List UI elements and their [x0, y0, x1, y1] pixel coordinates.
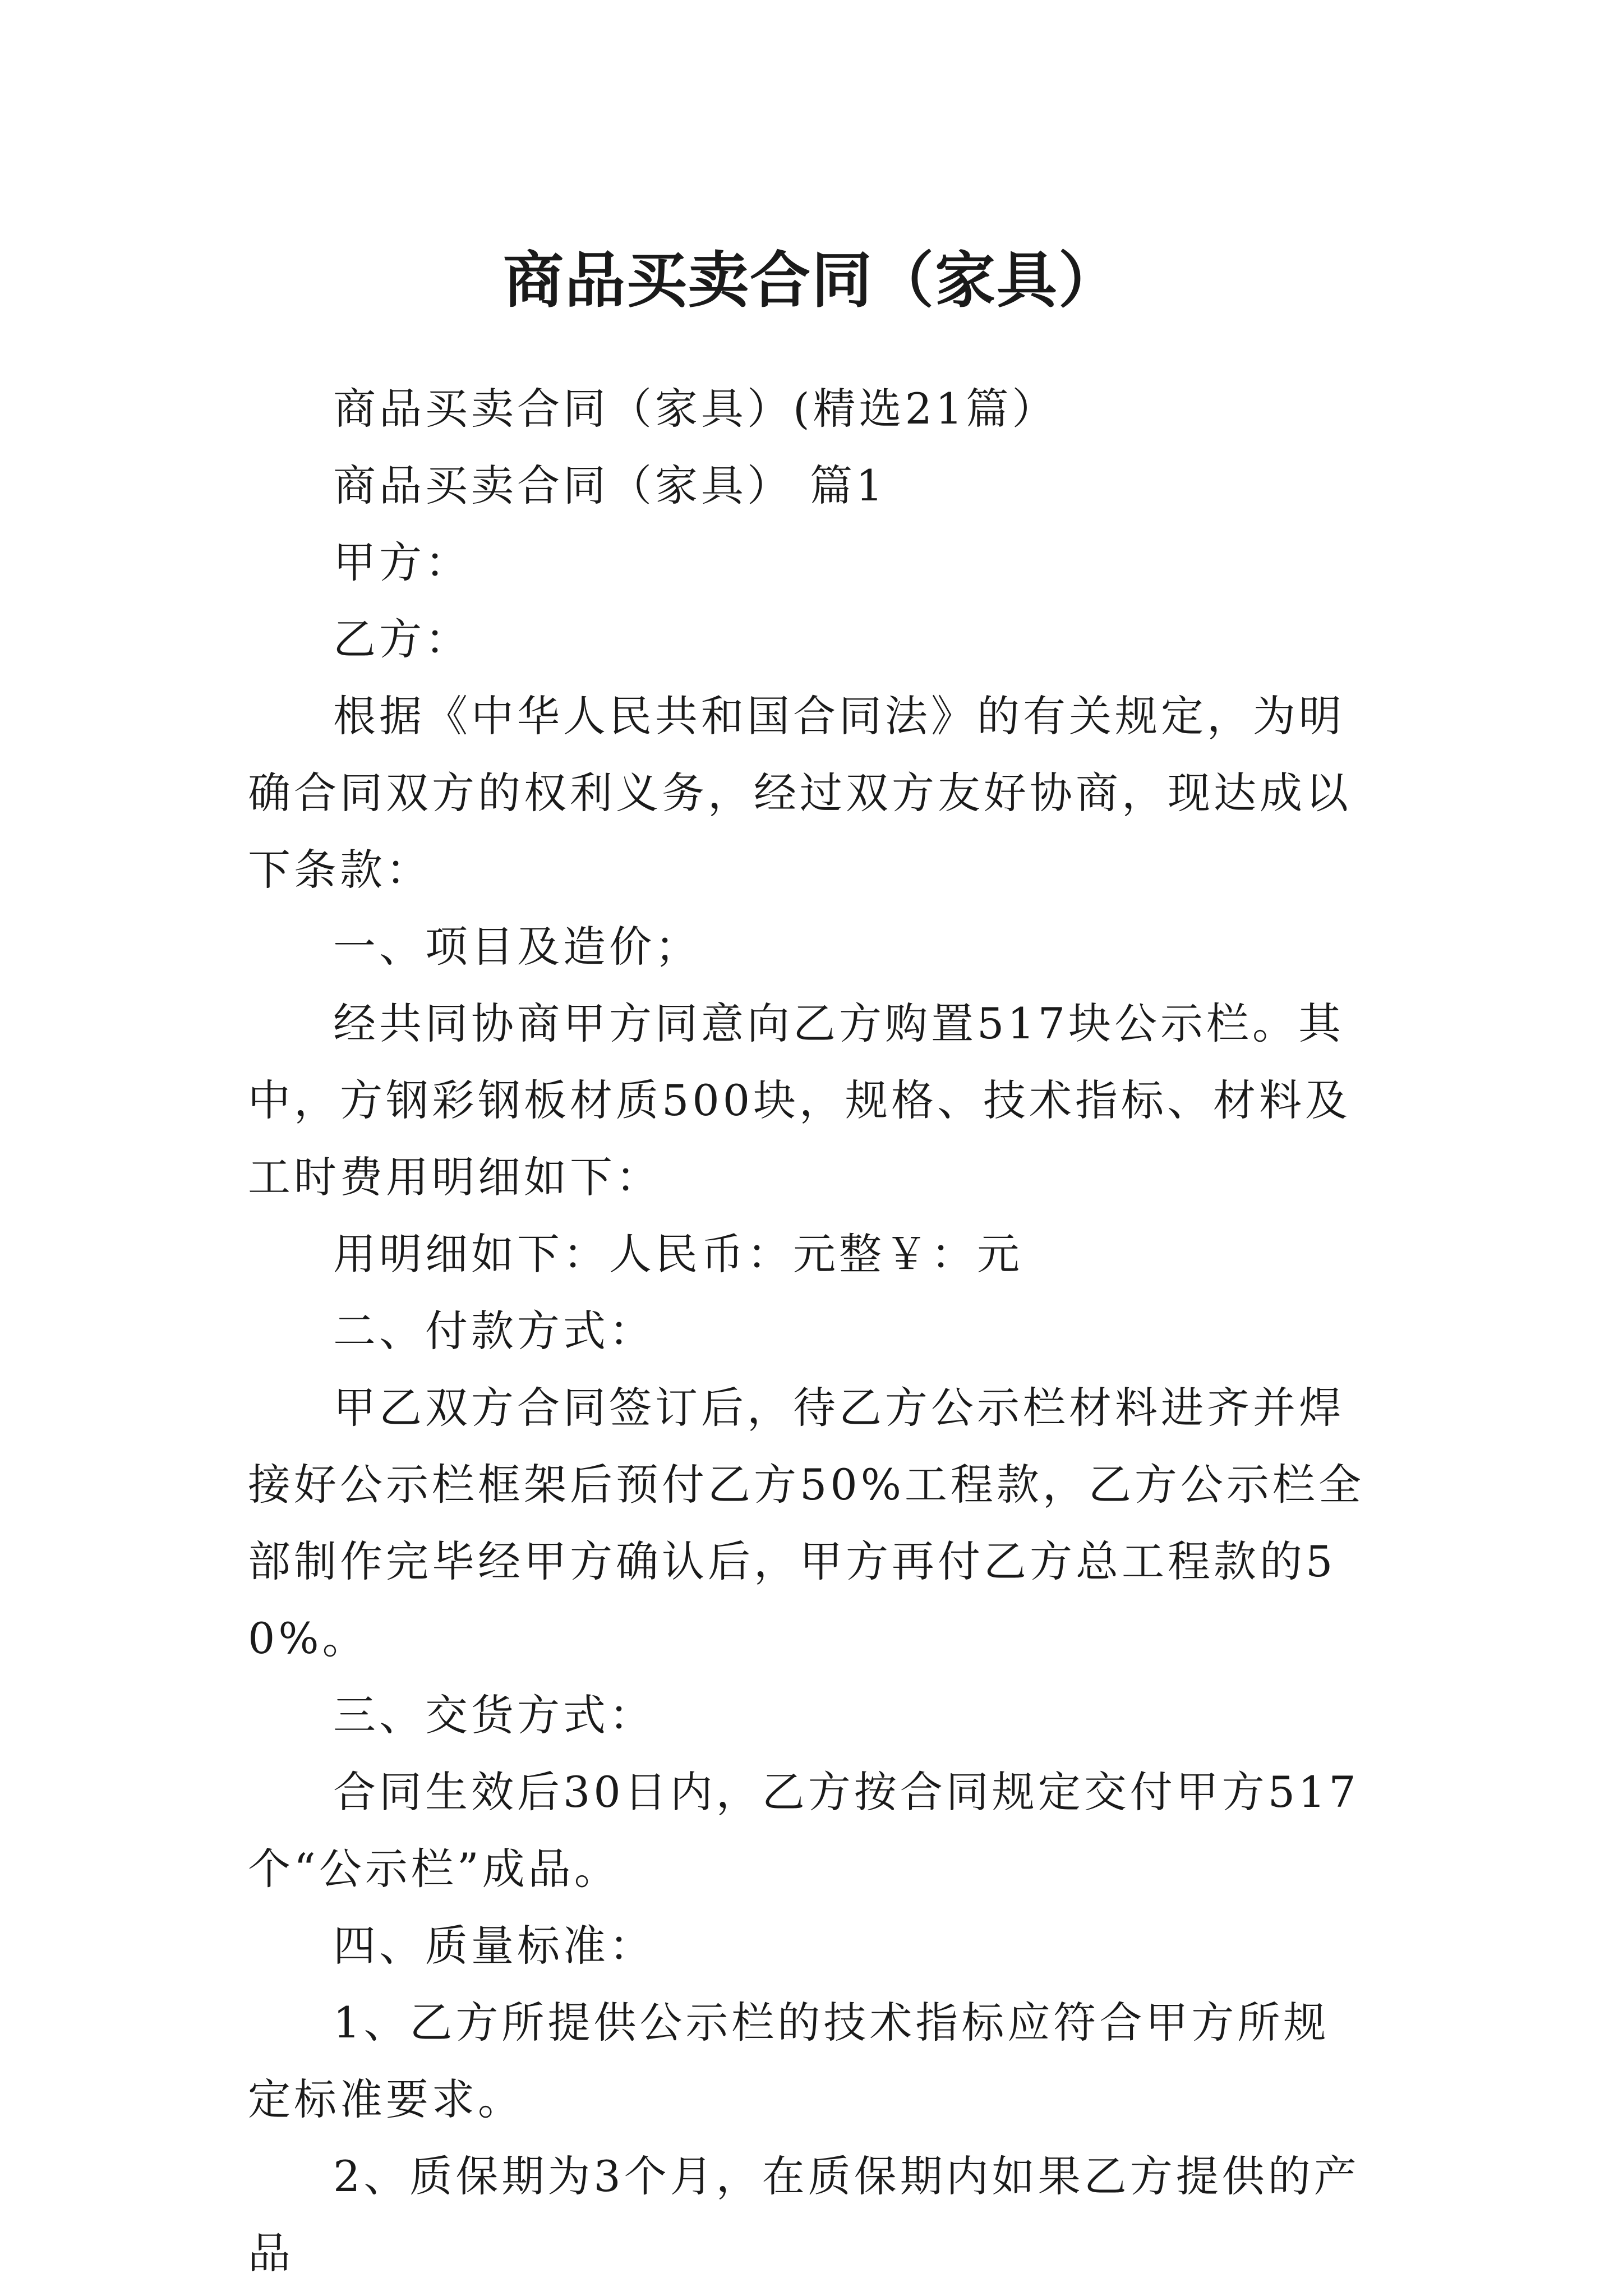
document-title: 商品买卖合同（家具）: [502, 245, 1120, 316]
paragraph-clause-4-item-2: 2、质保期为3个月，在质保期内如果乙方提供的产品: [248, 2151, 1360, 2278]
paragraph-doc-heading: 商品买卖合同（家具）(精选21篇）: [333, 384, 1058, 434]
paragraph-clause-3-heading: 三、交货方式：: [333, 1690, 655, 1740]
paragraph-preamble: 根据《中华人民共和国合同法》的有关规定，为明确合同双方的权利义务，经过双方友好协商，现达成以下条款：: [248, 691, 1352, 895]
paragraph-party-b: 乙方：: [333, 614, 471, 664]
paragraph-clause-4-item-1: 1、乙方所提供公示栏的技术指标应符合甲方所规定标准要求。: [248, 1998, 1330, 2124]
paragraph-clause-2-body: 甲乙双方合同签订后，待乙方公示栏材料进齐并焊接好公示栏框架后预付乙方50%工程款，乙方公示栏全部制作完毕经甲方确认后，甲方再付乙方总工程款的50%。: [248, 1383, 1364, 1663]
paragraph-clause-3-body: 合同生效后30日内，乙方按合同规定交付甲方517个“公示栏”成品。: [248, 1767, 1359, 1894]
paragraph-price-line: 用明细如下：人民币：元整￥：元: [333, 1229, 1023, 1279]
paragraph-section-heading: 商品买卖合同（家具） 篇1: [333, 461, 887, 510]
paragraph-clause-2-heading: 二、付款方式：: [333, 1306, 655, 1356]
paragraph-party-a: 甲方：: [333, 537, 471, 587]
paragraph-clause-1-body: 经共同协商甲方同意向乙方购置517块公示栏。其中，方钢彩钢板材质500块，规格、技术指标、材料及工时费用明细如下：: [248, 999, 1352, 1202]
paragraph-clause-1-heading: 一、项目及造价；: [333, 922, 701, 972]
paragraph-clause-4-heading: 四、质量标准：: [333, 1921, 655, 1971]
document-body: [248, 370, 1375, 2292]
